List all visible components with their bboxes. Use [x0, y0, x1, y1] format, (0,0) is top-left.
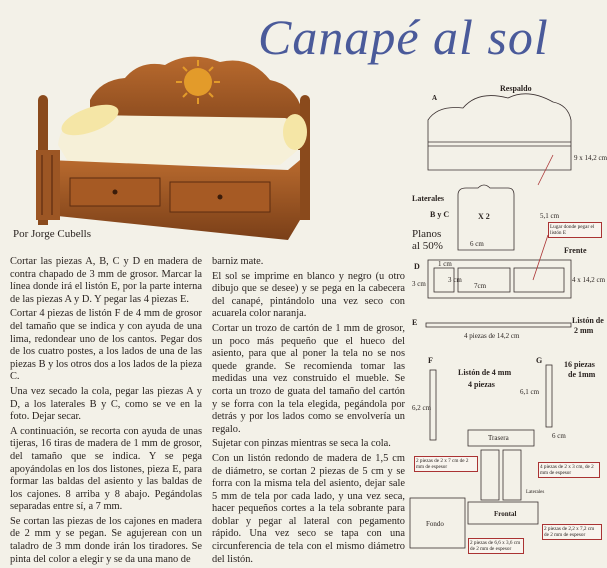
label-2mm: 2 mm: [574, 326, 594, 335]
note-trasera: 2 piezas de 2 x 7 cm de 2 mm de espesor: [414, 456, 478, 472]
paragraph: Se cortan las piezas de los cajones en madera de 2 mm y se pegan. Se agujerean con un taladro de 3 mm donde irán los tiradores. Se pinta del color a elegir y se da una mano de: [10, 515, 202, 565]
paragraph: Con un listón redondo de madera de 1,5 cm de diámetro, se cortan 2 piezas de 5 cm y se forra con la misma tela del asiento, dejar sale 5 mm de tela por cada lado, y una vez seca, hacer pequeños cortes a la tela sobrante para doblar y pegar al lateral con pegamento rápido. Una vez seco se tapa con una circunferencia de tela con el mismo diámetro del listón.: [212, 452, 405, 565]
label-a: A: [432, 94, 438, 102]
label-trasera: Trasera: [488, 434, 509, 442]
label-al50: al 50%: [412, 240, 443, 252]
label-g: G: [536, 356, 543, 365]
dim-7cm: 7cm: [474, 282, 487, 290]
paragraph: barniz mate.: [212, 256, 264, 267]
author-byline: Por Jorge Cubells: [13, 228, 92, 240]
label-frente: Frente: [564, 246, 587, 255]
page-title: Canapé al sol: [258, 9, 549, 65]
label-x2: X 2: [478, 212, 490, 221]
dim-9x14: 9 x 14,2 cm: [574, 154, 607, 162]
note-lugar: Lugar donde pegar el listón E: [548, 222, 602, 238]
label-4-piezas: 4 piezas: [468, 380, 495, 389]
label-byc: B y C: [430, 210, 450, 219]
article-column-1: [10, 256, 202, 568]
dim-3cm-b: 3 cm: [412, 280, 426, 288]
dim-3cm: 3 cm: [448, 276, 462, 284]
label-1mm: de 1mm: [568, 370, 596, 379]
dim-4x142: 4 x 14,2 cm: [572, 276, 606, 284]
dim-51: 5,1 cm: [540, 212, 560, 220]
paragraph: Cortar las piezas A, B, C y D en madera de contra chapado de 3 mm de grosor. Marcar la línea donde irá el listón E, por la parte interna de las piezas A y D. Y pegar las 4 piezas E.: [10, 256, 202, 305]
paragraph: Cortar un trozo de cartón de 1 mm de grosor, un poco más pequeño que el hueco del asiento, para que al poner la tela no se nos quede grande. Se recomienda tomar las medidas una vez construido el mueble. Se corta un trozo de guata del tamaño del cartón y se forra con la tela elegida, pegándola por detrás y por los lados como se envolvería un regalo.: [212, 322, 405, 435]
dim-1cm: 1 cm: [438, 260, 452, 268]
label-liston-4mm: Listón de 4 mm: [458, 368, 512, 377]
dim-6cm: 6 cm: [470, 240, 484, 248]
label-respaldo: Respaldo: [500, 84, 532, 93]
daybed-photo: [30, 40, 330, 245]
note-laterales: 4 piezas de 2 x 3 cm, de 2 mm de espesor: [538, 462, 600, 478]
paragraph: Sujetar con pinzas mientras se seca la cola.: [212, 438, 391, 450]
paragraph: A continuación, se recorta con ayuda de unas tijeras, 16 tiras de madera de 1 mm de grosor, del tamaño que se indica. Y se pega apoyándolas en los dos listones, pieza E, para formar las baldas del asiento y las baldas de los cajones. 8 arriba y 8 abajo. Pegándolas separadas entre sí, a 7 mm.: [10, 425, 202, 513]
paragraph: Cortar 4 piezas de listón F de 4 mm de grosor del tamaño que se indica y con ayuda de una lima, redondear uno de los cantos. Pegar dos de los cuatro postes, a los lados de una de las piezas B y los otros dos a los lados de la pieza C.: [10, 308, 202, 383]
label-16-piezas: 16 piezas: [564, 360, 595, 369]
label-d: D: [414, 262, 420, 271]
article-column-2: [212, 256, 405, 568]
label-frontal: Frontal: [494, 510, 517, 518]
dim-f62: 6,2 cm: [412, 404, 432, 412]
note-fondo: 2 piezas de 6,6 x 3,6 cm de 2 mm de espesor: [468, 538, 524, 554]
note-frontal: 2 piezas de 2,2 x 7,2 cm de 2 mm de espesor: [542, 524, 602, 540]
label-e: E: [412, 318, 418, 327]
label-f: F: [428, 356, 433, 365]
label-laterales-2: Laterales: [526, 490, 545, 495]
dim-g6cm: 6 cm: [552, 432, 566, 440]
dim-g61: 6,1 cm: [520, 388, 540, 396]
label-planos: Planos: [412, 228, 442, 240]
paragraph: Una vez secado la cola, pegar las piezas A y D, a los laterales B y C, como se ve en la foto. Dejar secar.: [10, 385, 202, 423]
e-pieces: 4 piezas de 14,2 cm: [464, 332, 520, 340]
label-liston-de: Listón de: [572, 316, 604, 325]
label-laterales: Laterales: [412, 194, 444, 203]
paragraph: El sol se imprime en blanco y negro (u otro dibujo que se desee) y se pega en la cabecera del canapé, pintándolo una vez seco con acuarela color naranja.: [212, 270, 405, 320]
label-fondo: Fondo: [426, 520, 444, 528]
plans-diagram: [408, 80, 607, 560]
